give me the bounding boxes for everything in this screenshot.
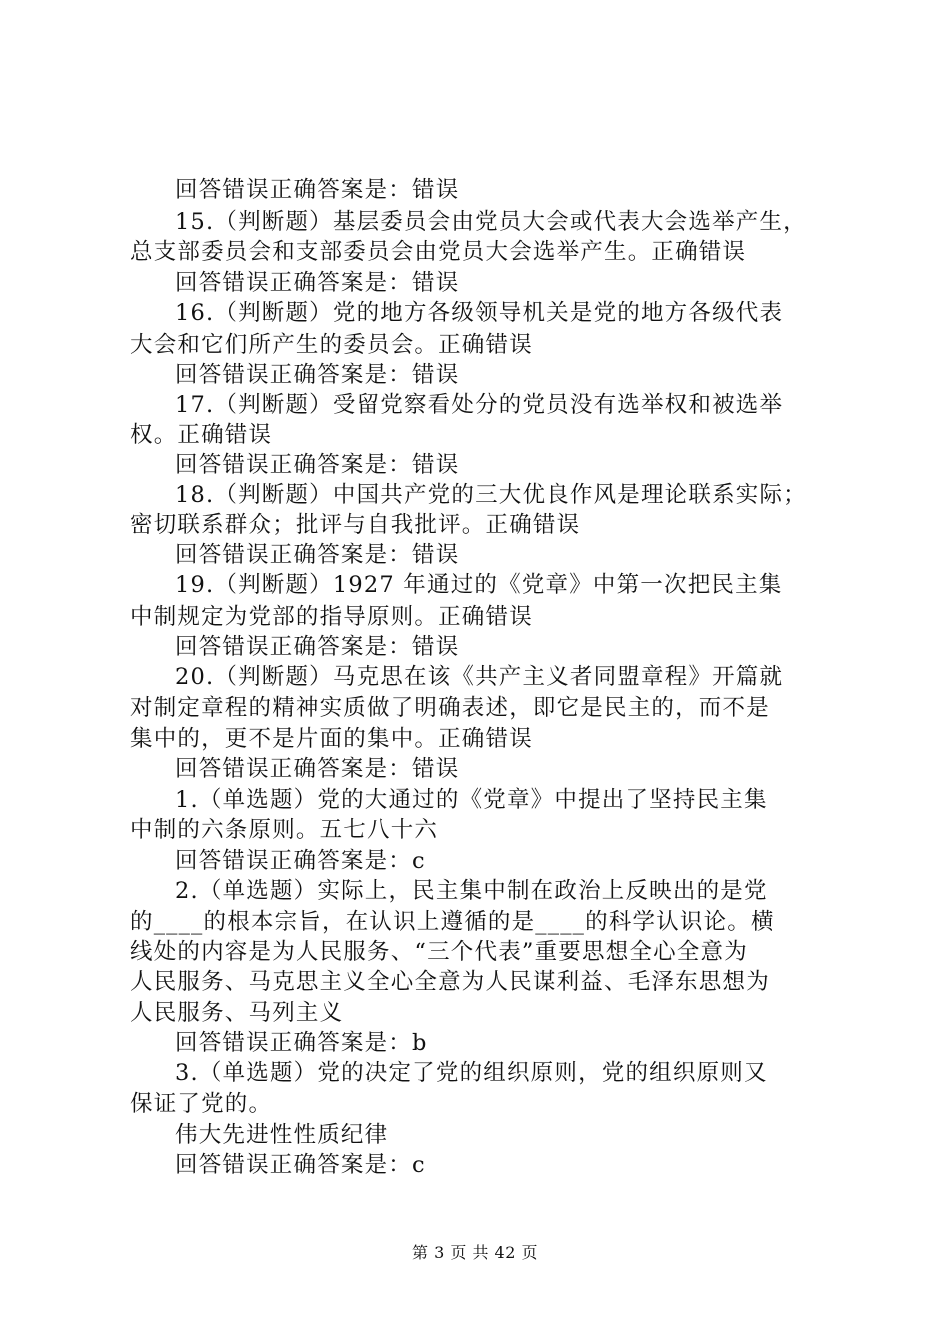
- page-footer: 第 3 页 共 42 页: [412, 1243, 538, 1262]
- text-line: 集中的，更不是片面的集中。正确错误: [130, 726, 533, 752]
- text-line: 18.（判断题）中国共产党的三大优良作风是理论联系实际；: [175, 482, 807, 508]
- text-line: 权。正确错误: [130, 422, 273, 448]
- text-line: 线处的内容是为人民服务、“三个代表”重要思想全心全意为: [130, 939, 748, 965]
- text-line: 回答错误正确答案是：c: [175, 1152, 426, 1178]
- text-line: 密切联系群众；批评与自我批评。正确错误: [130, 512, 581, 538]
- text-line: 中制规定为党部的指导原则。正确错误: [130, 604, 533, 630]
- text-line: 中制的六条原则。五七八十六: [130, 817, 439, 843]
- text-line: 回答错误正确答案是：错误: [175, 177, 460, 203]
- text-line: 人民服务、马克思主义全心全意为人民谋利益、毛泽东思想为: [130, 969, 770, 995]
- text-line: 保证了党的。: [130, 1091, 273, 1117]
- text-line: 回答错误正确答案是：b: [175, 1030, 428, 1056]
- text-line: 回答错误正确答案是：错误: [175, 270, 460, 296]
- text-line: 回答错误正确答案是：c: [175, 848, 426, 874]
- text-line: 16.（判断题）党的地方各级领导机关是党的地方各级代表: [175, 300, 784, 326]
- text-line: 大会和它们所产生的委员会。正确错误: [130, 332, 533, 358]
- text-line: 15.（判断题）基层委员会由党员大会或代表大会选举产生，: [175, 209, 807, 235]
- text-line: 回答错误正确答案是：错误: [175, 634, 460, 660]
- text-line: 总支部委员会和支部委员会由党员大会选举产生。正确错误: [130, 239, 747, 265]
- text-line: 回答错误正确答案是：错误: [175, 756, 460, 782]
- text-line: 对制定章程的精神实质做了明确表述，即它是民主的，而不是: [130, 695, 770, 721]
- text-line: 伟大先进性性质纪律: [175, 1122, 389, 1148]
- text-line: 3.（单选题）党的决定了党的组织原则，党的组织原则又: [175, 1060, 768, 1086]
- text-line: 2.（单选题）实际上，民主集中制在政治上反映出的是党: [175, 878, 768, 904]
- text-line: 回答错误正确答案是：错误: [175, 452, 460, 478]
- text-line: 回答错误正确答案是：错误: [175, 362, 460, 388]
- text-line: 1.（单选题）党的大通过的《党章》中提出了坚持民主集: [175, 787, 768, 813]
- text-line: 人民服务、马列主义: [130, 1000, 344, 1026]
- text-line: 回答错误正确答案是：错误: [175, 542, 460, 568]
- text-line: 的____的根本宗旨，在认识上遵循的是____的科学认识论。横: [130, 909, 775, 935]
- text-line: 20.（判断题）马克思在该《共产主义者同盟章程》开篇就: [175, 664, 784, 690]
- text-line: 17.（判断题）受留党察看处分的党员没有选举权和被选举: [175, 392, 784, 418]
- text-line: 19.（判断题）1927 年通过的《党章》中第一次把民主集: [175, 572, 783, 598]
